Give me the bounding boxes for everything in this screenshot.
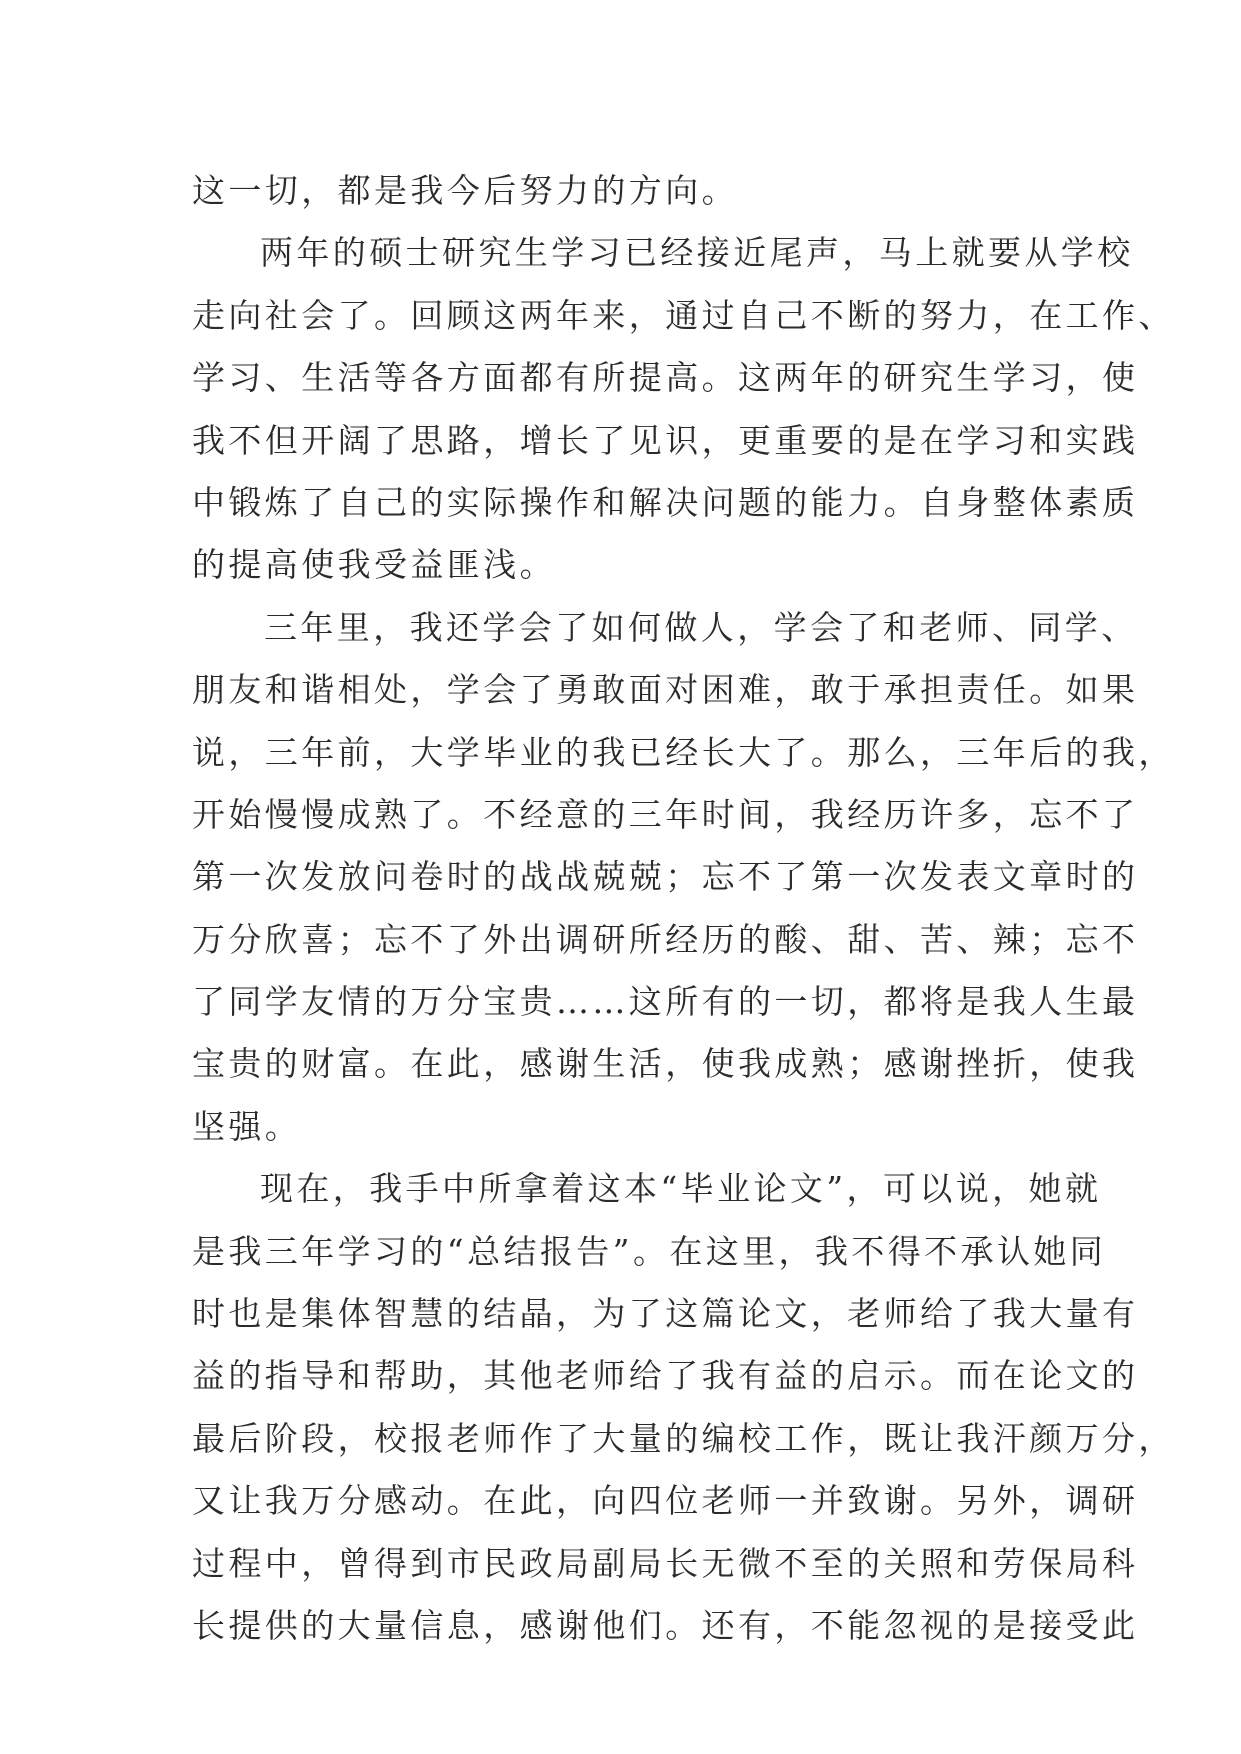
text-line: 开始慢慢成熟了。不经意的三年时间，我经历许多，忘不了 [192,794,1139,834]
text-line: 万分欣喜；忘不了外出调研所经历的酸、甜、苦、辣；忘不 [192,919,1139,959]
text-line: 三年里，我还学会了如何做人，学会了和老师、同学、 [264,607,1138,647]
text-line: 走向社会了。回顾这两年来，通过自己不断的努力，在工作、 [192,295,1175,335]
text-line: 中锻炼了自己的实际操作和解决问题的能力。自身整体素质 [192,482,1139,522]
text-line: 现在，我手中所拿着这本“毕业论文”，可以说，她就 [260,1169,1102,1209]
text-line: 的提高使我受益匪浅。 [192,545,556,585]
text-line: 是我三年学习的“总结报告”。在这里，我不得不承认她同 [192,1231,1107,1271]
text-line: 朋友和谐相处，学会了勇敢面对困难，敢于承担责任。如果 [192,670,1139,710]
text-line: 说，三年前，大学毕业的我已经长大了。那么，三年后的我， [192,732,1175,772]
text-line: 这一切，都是我今后努力的方向。 [192,171,738,210]
text-line: 学习、生活等各方面都有所提高。这两年的研究生学习，使 [192,358,1139,398]
text-line: 又让我万分感动。在此，向四位老师一并致谢。另外，调研 [192,1481,1139,1521]
document-body [192,160,1175,1657]
text-line: 两年的硕士研究生学习已经接近尾声，马上就要从学校 [260,233,1134,273]
text-line: 第一次发放问卷时的战战兢兢；忘不了第一次发表文章时的 [192,857,1139,897]
text-line: 过程中，曾得到市民政局副局长无微不至的关照和劳保局科 [192,1543,1139,1583]
text-line: 时也是集体智慧的结晶，为了这篇论文，老师给了我大量有 [192,1294,1139,1334]
text-line: 了同学友情的万分宝贵……这所有的一切，都将是我人生最 [192,982,1139,1022]
text-line: 最后阶段，校报老师作了大量的编校工作，既让我汗颜万分， [192,1418,1175,1458]
text-line: 我不但开阔了思路，增长了见识，更重要的是在学习和实践 [192,420,1139,460]
text-line: 宝贵的财富。在此，感谢生活，使我成熟；感谢挫折，使我 [192,1044,1139,1084]
text-line: 坚强。 [192,1106,302,1146]
text-line: 益的指导和帮助，其他老师给了我有益的启示。而在论文的 [192,1356,1139,1396]
text-line: 长提供的大量信息，感谢他们。还有，不能忽视的是接受此 [192,1605,1139,1645]
